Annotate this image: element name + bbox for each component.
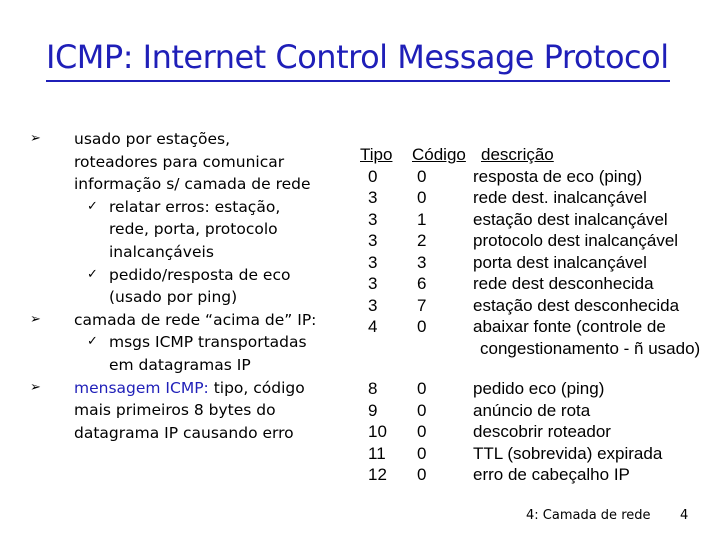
- cell-description: estação dest desconhecida: [473, 295, 680, 315]
- cell-code: 1: [417, 209, 427, 229]
- bullet-usage: [30, 128, 342, 196]
- slide-title: ICMP: Internet Control Message Protocol: [46, 38, 669, 76]
- check-bullet-icon: ✓: [87, 334, 98, 350]
- cell-code: 6: [417, 274, 427, 293]
- bullet-line: pedido/resposta de eco: [109, 265, 291, 284]
- cell-type: 12: [368, 465, 387, 484]
- check-bullet-icon: ✓: [87, 198, 98, 214]
- cell-code: 0: [417, 465, 427, 484]
- cell-type: 8: [368, 379, 378, 398]
- subbullet-echo: [30, 264, 342, 309]
- cell-code: 0: [417, 443, 427, 463]
- bullet-line: datagrama IP causando erro: [74, 423, 294, 442]
- cell-description: pedido eco (ping): [473, 379, 605, 398]
- cell-type: 4: [368, 317, 378, 336]
- bullet-line: mais primeiros 8 bytes do: [74, 401, 276, 420]
- footer-section: 4: Camada de rede: [526, 508, 651, 523]
- header-tipo: Tipo: [360, 145, 393, 164]
- cell-code: 3: [417, 252, 427, 272]
- cell-description: TTL (sobrevida) expirada: [473, 443, 663, 463]
- cell-description: porta dest inalcançável: [473, 252, 647, 272]
- cell-description: protocolo dest inalcançável: [473, 231, 679, 250]
- cell-description: rede dest desconhecida: [473, 274, 654, 293]
- cell-code: 0: [417, 422, 427, 441]
- subbullet-report-errors: [30, 196, 342, 264]
- bullet-icmp-message: [30, 377, 342, 445]
- header-codigo: Código: [412, 145, 466, 164]
- cell-code: 0: [417, 379, 427, 398]
- cell-description: congestionamento - ñ usado): [480, 338, 701, 358]
- cell-type: 3: [368, 295, 378, 315]
- cell-description: rede dest. inalcançável: [473, 188, 647, 207]
- arrow-bullet-icon: ➢: [30, 311, 41, 327]
- cell-code: 7: [417, 295, 427, 315]
- bullet-line: informação s/ camada de rede: [74, 175, 311, 194]
- cell-description: erro de cabeçalho IP: [473, 465, 630, 484]
- bullet-line: msgs ICMP transportadas: [109, 333, 307, 352]
- cell-code: 0: [417, 400, 427, 420]
- cell-code: 0: [417, 317, 427, 336]
- highlight-text: mensagem ICMP:: [74, 378, 209, 397]
- cell-type: 3: [368, 274, 378, 293]
- cell-code: 2: [417, 231, 427, 250]
- header-descricao: descrição: [481, 145, 554, 164]
- bullet-line: (usado por ping): [109, 288, 238, 307]
- title-underline: [46, 80, 670, 82]
- bullet-line: usado por estações,: [74, 130, 230, 148]
- bullet-line: relatar erros: estação,: [109, 197, 281, 216]
- cell-type: 3: [368, 252, 378, 272]
- bullet-line: roteadores para comunicar: [74, 152, 285, 171]
- page-number: 4: [680, 508, 689, 523]
- bullet-network-layer: [30, 309, 342, 332]
- check-bullet-icon: ✓: [87, 266, 98, 282]
- bullet-list: [30, 128, 342, 444]
- cell-type: 11: [368, 443, 386, 463]
- cell-description: descobrir roteador: [473, 422, 611, 441]
- cell-code: 0: [417, 166, 427, 186]
- cell-type: 3: [368, 188, 378, 207]
- cell-description: estação dest inalcançável: [473, 209, 668, 229]
- cell-code: 0: [417, 188, 427, 207]
- bullet-line: inalcançáveis: [109, 242, 214, 261]
- bullet-text: tipo, código: [208, 378, 305, 397]
- cell-type: 9: [368, 400, 378, 420]
- bullet-line: rede, porta, protocolo: [109, 220, 278, 239]
- cell-description: resposta de eco (ping): [473, 166, 643, 186]
- bullet-line: [74, 377, 342, 400]
- subbullet-icmp-msgs: [30, 331, 342, 376]
- cell-type: 0: [368, 166, 378, 186]
- bullet-line: camada de rede “acima de” IP:: [74, 310, 317, 329]
- cell-description: abaixar fonte (controle de: [473, 317, 666, 336]
- cell-type: 10: [368, 422, 387, 441]
- cell-description: anúncio de rota: [473, 400, 591, 420]
- arrow-bullet-icon: ➢: [30, 131, 41, 146]
- arrow-bullet-icon: ➢: [30, 379, 41, 395]
- cell-type: 3: [368, 231, 378, 250]
- bullet-line: em datagramas IP: [109, 355, 251, 374]
- cell-type: 3: [368, 209, 378, 229]
